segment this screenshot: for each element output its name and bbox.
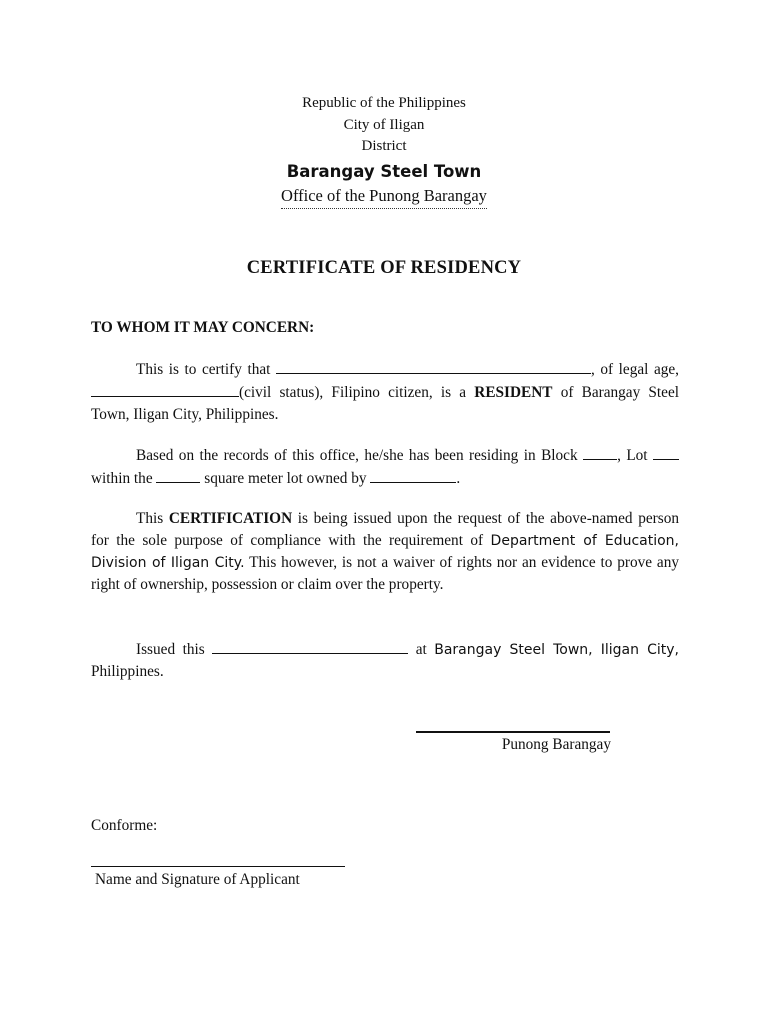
name-blank [276,358,591,374]
paragraph-purpose: This CERTIFICATION is being issued upon the request of the above-named person for the sole purpose of compliance with the requirement of Department of Education, Division of Iligan City. This however, is not a waiver of rights nor an evidence to prove any right of ownership, possession or claim over the property. [91,510,679,593]
owner-blank [370,467,456,483]
paragraph-issuance: Issued this at Barangay Steel Town, Iligan City, Philippines. [91,638,679,683]
signature-line [416,731,610,733]
block-blank [583,444,617,460]
paragraph-records: Based on the records of this office, he/she has been residing in Block , Lot within the square meter lot owned by . [91,444,679,490]
document-title: CERTIFICATE OF RESIDENCY [246,258,522,278]
issuance-place: Barangay Steel Town, Iligan City, [434,642,679,658]
lot-blank [653,444,679,460]
applicant-signature-line [91,866,345,867]
paragraph-residency: This is to certify that , of legal age, (civil status), Filipino citizen, is a RESIDENT of Barangay Steel Town, Iligan City, Philippines. [91,358,679,426]
applicant-signature-label: Name and Signature of Applicant [95,871,300,888]
conforme-label: Conforme: [91,817,158,834]
district-line: District [361,138,407,154]
city-line: City of Iligan [343,116,425,133]
area-blank [156,467,200,483]
office-name: Office of the Punong Barangay [281,184,487,209]
signatory-title: Punong Barangay [501,736,611,753]
country-line: Republic of the Philippines [302,95,466,111]
salutation: TO WHOM IT MAY CONCERN: [91,319,315,336]
date-blank [212,638,408,654]
letterhead [0,93,768,209]
barangay-name: Barangay Steel Town [286,161,482,181]
civil-status-blank [91,381,239,397]
requesting-agency: Department of Education, Division of Iligan City. [91,533,679,571]
